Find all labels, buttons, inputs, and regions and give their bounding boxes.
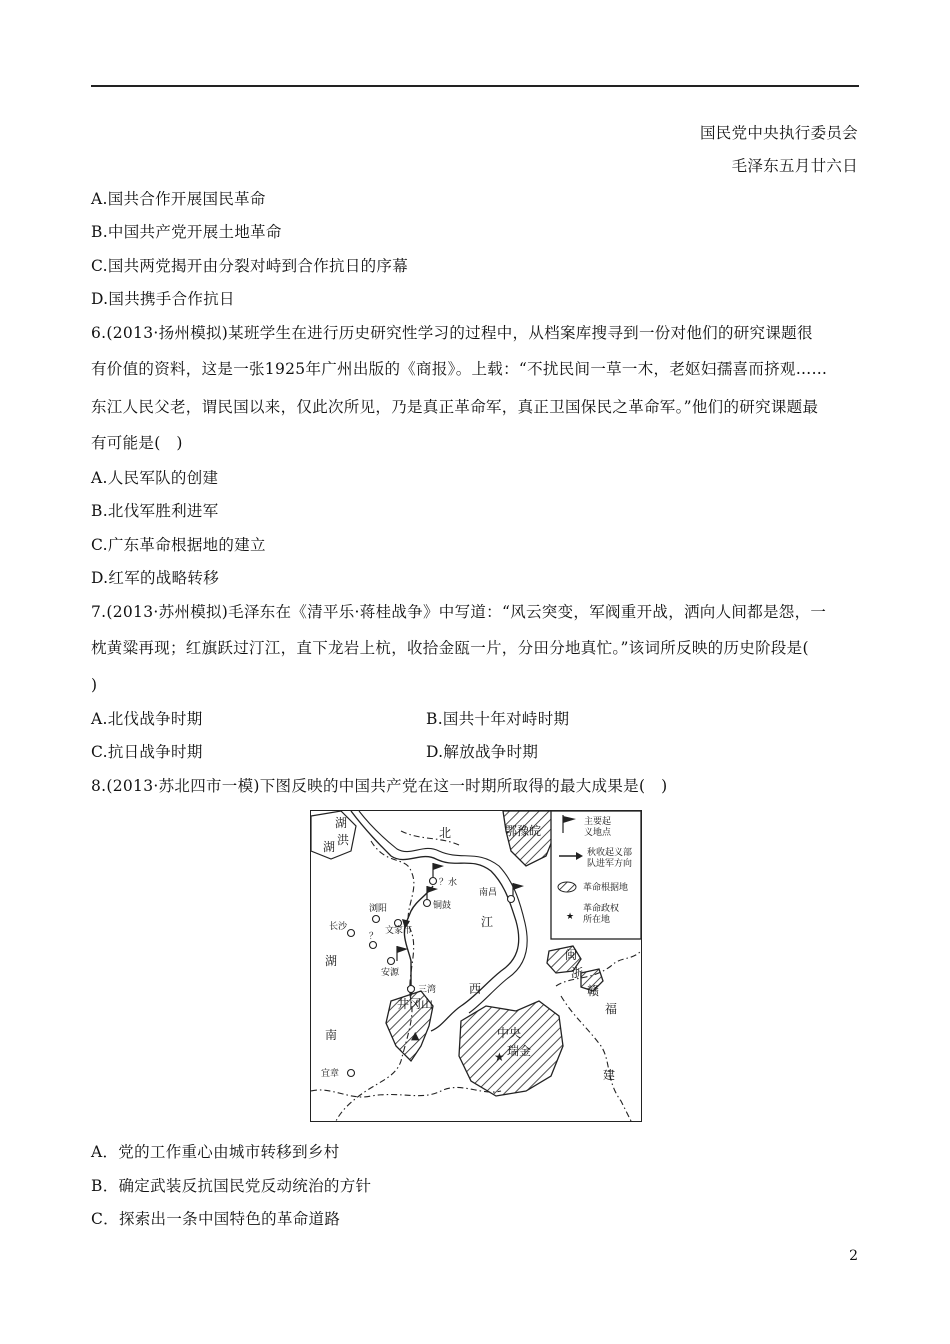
q6-option-d: D.红军的战略转移 — [91, 569, 220, 587]
signature-date: 毛泽东五月廿六日 — [731, 157, 858, 175]
q5-option-c: C.国共两党揭开由分裂对峙到合作抗日的序幕 — [91, 257, 409, 275]
city-nanchang — [508, 896, 515, 903]
province-border-5 — [401, 831, 461, 846]
province-border-2 — [311, 1087, 501, 1097]
q6-option-a: A.人民军队的创建 — [91, 469, 219, 487]
q7-option-a: A.北伐战争时期 — [91, 710, 203, 728]
uprising-flag-tonggu — [427, 886, 438, 901]
revolution-base-map — [310, 810, 642, 1122]
label-changsha: 长沙 — [329, 922, 348, 932]
city-unknown — [370, 942, 377, 949]
legend-flag-line1: 主要起 — [584, 817, 612, 827]
legend-arrow-line1: 秋收起义部 — [587, 848, 633, 858]
q7-option-b: B.国共十年对峙时期 — [426, 710, 570, 728]
q6-stem-line-4: 有可能是( ) — [91, 434, 183, 452]
legend-flag-line2: 义地点 — [584, 828, 612, 838]
q8-option-b: B．确定武装反抗国民党反动统治的方针 — [91, 1177, 372, 1195]
q7-option-d: D.解放战争时期 — [426, 743, 539, 761]
city-sanwan — [408, 986, 415, 993]
city-anyuan — [388, 958, 395, 965]
region-gan: 赣 — [587, 984, 600, 998]
uprising-flag-xiushui — [433, 863, 444, 877]
label-sanwan: 三湾 — [418, 985, 437, 995]
region-fu: 福 — [605, 1002, 618, 1016]
legend-hatch-icon — [558, 882, 576, 892]
q8-option-c: C．探索出一条中国特色的革命道路 — [91, 1210, 341, 1228]
label-liuyang: 浏阳 — [369, 904, 388, 914]
q7-option-c: C.抗日战争时期 — [91, 743, 203, 761]
q5-option-d: D.国共携手合作抗日 — [91, 290, 235, 308]
legend-arrow-line2: 队进军方向 — [587, 859, 633, 869]
label-nanchang: 南昌 — [479, 888, 498, 898]
label-zhongyang: 中央 — [497, 1026, 522, 1040]
q6-option-c: C.广东革命根据地的建立 — [91, 536, 266, 554]
region-hu: 湖 — [325, 954, 338, 968]
region-hu-top: 湖 — [335, 816, 348, 830]
region-jiang: 江 — [481, 915, 494, 929]
province-border-1 — [336, 841, 414, 1121]
jinggangshan-star-icon: ▲ — [411, 1029, 420, 1042]
label-tonggu: 铜鼓 — [433, 901, 452, 911]
q5-option-b: B.中国共产党开展土地革命 — [91, 223, 282, 241]
q6-stem-line-2: 有价值的资料，这是一张1925年广州出版的《商报》。上载：“不扰民间一草一木，老妪妇孺喜而挤观…… — [91, 360, 828, 378]
region-jian: 建 — [603, 1068, 616, 1082]
region-bei: 北 — [439, 826, 452, 840]
signature-org: 国民党中央执行委员会 — [699, 124, 858, 142]
uprising-flag-anyuan — [397, 946, 408, 961]
q6-option-b: B.北伐军胜利进军 — [91, 502, 219, 520]
city-liuyang — [373, 916, 380, 923]
label-yizhang: 宜章 — [321, 1069, 340, 1079]
q6-stem-line-3: 东江人民父老，谓民国以来，仅此次所见，乃是真正革命军，真正卫国保民之革命军。”他们的研究课题最 — [91, 398, 819, 416]
province-border-4 — [561, 996, 631, 1121]
q5-option-a: A.国共合作开展国民革命 — [91, 190, 266, 208]
legend-star-icon: ★ — [566, 912, 575, 922]
legend-hatch-line1: 革命根据地 — [583, 883, 629, 893]
label-wenjiashi: 文家市 — [385, 926, 413, 936]
region-min: 闽 — [565, 948, 578, 962]
region-eyuwan: 鄂豫皖 — [505, 824, 542, 838]
label-ruijin: 瑞金 — [507, 1044, 532, 1058]
label-q-mark: ？ — [369, 932, 379, 942]
ruijin-star-icon: ★ — [494, 1050, 505, 1064]
q7-stem-line-3: ) — [91, 676, 98, 694]
label-jinggangshan: 井冈山 — [397, 997, 434, 1011]
page-number: 2 — [849, 1248, 858, 1264]
legend-star-line1: 革命政权 — [583, 904, 620, 914]
q7-stem-line-2: 枕黄粱再现；红旗跃过汀江，直下龙岩上杭，收拾金瓯一片，分田分地真忙。”该词所反映的历史阶段是( — [91, 639, 809, 657]
region-hong: 洪 — [337, 833, 350, 847]
region-nan: 南 — [325, 1028, 338, 1042]
city-yizhang — [348, 1070, 355, 1077]
q8-option-a: A．党的工作重心由城市转移到乡村 — [91, 1143, 340, 1161]
eyuwan-base — [503, 811, 556, 866]
region-hu-top2: 湖 — [323, 840, 336, 854]
label-xiushui: ？水 — [439, 878, 458, 888]
header-rule — [91, 85, 859, 87]
legend-star-line2: 所在地 — [583, 915, 611, 925]
city-changsha — [348, 930, 355, 937]
label-anyuan: 安源 — [381, 968, 400, 978]
q6-stem-line-1: 6.(2013·扬州模拟)某班学生在进行历史研究性学习的过程中，从档案库搜寻到一份对他们的研究课题很 — [91, 324, 813, 342]
region-zhe: 浙 — [571, 966, 584, 980]
city-xiushui — [430, 878, 437, 885]
q8-stem: 8.(2013·苏北四市一模)下图反映的中国共产党在这一时期所取得的最大成果是( ) — [91, 777, 668, 795]
q7-stem-line-1: 7.(2013·苏州模拟)毛泽东在《清平乐·蒋桂战争》中写道：“风云突变，军阀重开战，洒向人间都是怨，一 — [91, 603, 827, 621]
region-xi: 西 — [469, 982, 482, 996]
city-tonggu — [424, 900, 431, 907]
